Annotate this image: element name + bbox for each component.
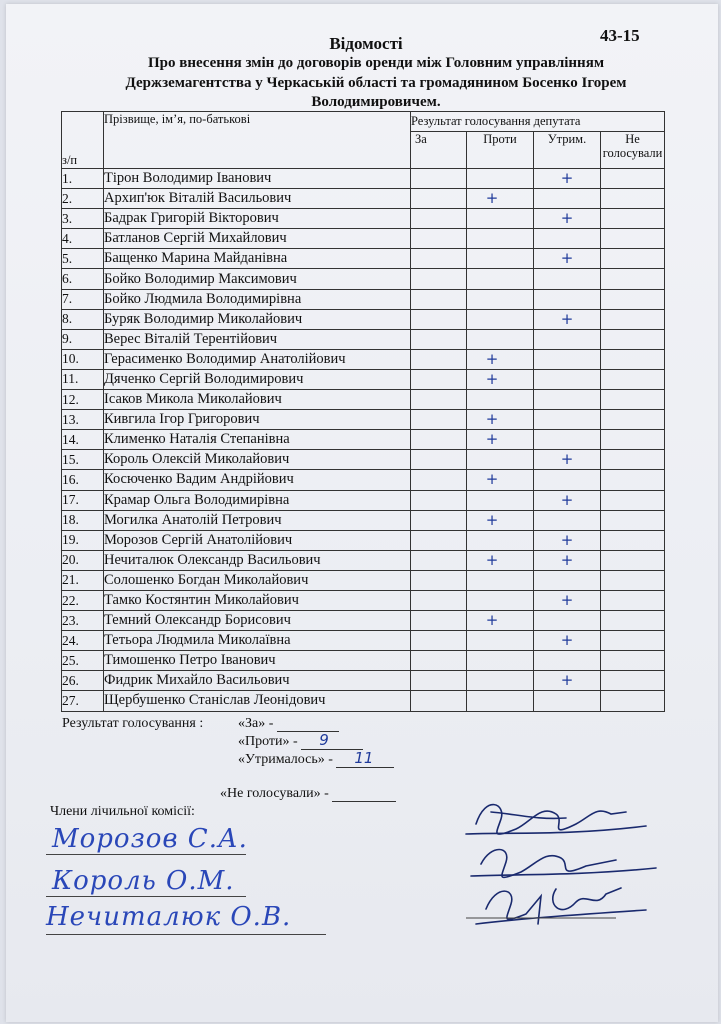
row-name: Король Олексій Миколайович (104, 450, 411, 470)
row-name: Фидрик Михайло Васильович (104, 671, 411, 691)
commission-member: Король О.М. (52, 866, 235, 896)
vote-ne (601, 289, 665, 309)
vote-ne (601, 369, 665, 389)
table-row (62, 209, 665, 229)
row-number: 10. (62, 349, 104, 369)
header-utrym: Утрим. (534, 132, 601, 169)
vote-ne (601, 229, 665, 249)
vote-ne (601, 309, 665, 329)
vote-proty: + (459, 410, 526, 430)
vote-utrym (534, 349, 601, 369)
row-name: Герасименко Володимир Анатолійович (104, 349, 411, 369)
vote-utrym (534, 570, 601, 590)
signature-line (46, 854, 246, 855)
vote-ne (601, 390, 665, 410)
table-row (62, 590, 665, 610)
vote-proty: + (459, 430, 526, 450)
document-page (6, 4, 718, 1022)
row-number: 6. (62, 269, 104, 289)
row-name: Клименко Наталія Степанівна (104, 430, 411, 450)
table-row (62, 470, 665, 490)
table-row (62, 349, 665, 369)
vote-ne (601, 249, 665, 269)
row-number: 14. (62, 430, 104, 450)
vote-proty (459, 229, 526, 249)
row-number: 26. (62, 671, 104, 691)
vote-utrym: + (534, 209, 601, 229)
vote-proty: + (459, 189, 526, 209)
summary-ne-label: «Не голосували» - (220, 786, 329, 801)
vote-proty (459, 450, 526, 470)
commission-member: Нечиталюк О.В. (46, 902, 292, 932)
table-row (62, 611, 665, 631)
row-number: 13. (62, 410, 104, 430)
vote-utrym (534, 229, 601, 249)
summary-label: Результат голосування : (62, 716, 204, 731)
summary-utrym-label: «Утрималось» - (238, 752, 333, 767)
vote-utrym: + (534, 450, 601, 470)
vote-proty (459, 169, 526, 189)
signature-line (46, 934, 326, 935)
summary-proty-blank (301, 731, 363, 750)
row-number: 20. (62, 550, 104, 570)
table-row (62, 631, 665, 651)
table-row (62, 430, 665, 450)
vote-utrym (534, 691, 601, 711)
vote-utrym: + (534, 671, 601, 691)
vote-ne (601, 430, 665, 450)
row-name: Темний Олександр Борисович (104, 611, 411, 631)
vote-utrym: + (534, 309, 601, 329)
vote-ne (601, 189, 665, 209)
vote-utrym (534, 289, 601, 309)
summary-ne (220, 786, 396, 802)
table-row (62, 691, 665, 711)
handwritten-signatures (446, 784, 676, 944)
row-name: Ісаков Микола Миколайович (104, 390, 411, 410)
vote-ne (601, 169, 665, 189)
vote-ne (601, 209, 665, 229)
vote-proty (459, 329, 526, 349)
table-row (62, 189, 665, 209)
row-number: 15. (62, 450, 104, 470)
vote-utrym (534, 430, 601, 450)
summary-proty (238, 731, 363, 750)
row-number: 8. (62, 309, 104, 329)
document-subtitle (76, 54, 676, 113)
row-number: 9. (62, 329, 104, 349)
vote-utrym: + (534, 490, 601, 510)
row-number: 17. (62, 490, 104, 510)
vote-proty: + (459, 611, 526, 631)
subtitle-line: Про внесення змін до договорів оренди між Головним управлінням (147, 55, 605, 71)
vote-utrym (534, 369, 601, 389)
row-name: Тірон Володимир Іванович (104, 169, 411, 189)
subtitle-line: Володимировичем. (311, 94, 441, 110)
vote-utrym (534, 410, 601, 430)
vote-proty (459, 671, 526, 691)
header-proty: Проти (467, 132, 534, 169)
table-row (62, 671, 665, 691)
row-number: 4. (62, 229, 104, 249)
table-row (62, 651, 665, 671)
row-name: Бойко Людмила Володимирівна (104, 289, 411, 309)
row-name: Тимошенко Петро Іванович (104, 651, 411, 671)
row-number: 12. (62, 390, 104, 410)
vote-proty: + (459, 349, 526, 369)
row-number: 1. (62, 169, 104, 189)
table-row (62, 329, 665, 349)
vote-utrym (534, 611, 601, 631)
row-name: Дяченко Сергій Володимирович (104, 369, 411, 389)
commission-member: Морозов С.А. (52, 824, 248, 854)
vote-utrym: + (534, 530, 601, 550)
row-name: Кивгила Ігор Григорович (104, 410, 411, 430)
row-name: Батланов Сергій Михайлович (104, 229, 411, 249)
row-name: Косюченко Вадим Андрійович (104, 470, 411, 490)
vote-ne (601, 651, 665, 671)
vote-ne (601, 550, 665, 570)
vote-utrym (534, 470, 601, 490)
vote-ne (601, 530, 665, 550)
table-row (62, 249, 665, 269)
row-name: Солошенко Богдан Миколайович (104, 570, 411, 590)
row-number: 18. (62, 510, 104, 530)
vote-utrym: + (534, 550, 601, 570)
row-number: 27. (62, 691, 104, 711)
vote-ne (601, 590, 665, 610)
vote-ne (601, 269, 665, 289)
table-row (62, 510, 665, 530)
vote-ne (601, 671, 665, 691)
header-ne-golosuvaly: Не голосували (601, 132, 665, 169)
summary-ne-blank (332, 787, 396, 802)
vote-proty (459, 590, 526, 610)
vote-proty (459, 390, 526, 410)
vote-ne (601, 691, 665, 711)
table-row (62, 229, 665, 249)
row-number: 2. (62, 189, 104, 209)
vote-utrym (534, 189, 601, 209)
document-title: Відомості (329, 34, 403, 53)
vote-proty (459, 570, 526, 590)
vote-ne (601, 631, 665, 651)
voting-table (61, 111, 665, 712)
row-number: 21. (62, 570, 104, 590)
header-za: За (411, 132, 467, 169)
table-row (62, 390, 665, 410)
vote-proty (459, 309, 526, 329)
vote-ne (601, 349, 665, 369)
vote-proty (459, 269, 526, 289)
table-row (62, 550, 665, 570)
vote-proty (459, 530, 526, 550)
table-row (62, 169, 665, 189)
vote-proty (459, 289, 526, 309)
vote-proty (459, 209, 526, 229)
summary-proty-label: «Проти» - (238, 734, 298, 749)
row-name: Верес Віталій Терентійович (104, 329, 411, 349)
vote-utrym (534, 510, 601, 530)
header-number: з/п (62, 112, 104, 169)
vote-proty: + (459, 550, 526, 570)
vote-utrym: + (534, 169, 601, 189)
row-name: Нечиталюк Олександр Васильович (104, 550, 411, 570)
vote-utrym: + (534, 631, 601, 651)
vote-proty (459, 249, 526, 269)
vote-utrym (534, 269, 601, 289)
summary-utrym-value: 11 (354, 749, 374, 767)
signature-line (46, 896, 246, 897)
row-number: 23. (62, 611, 104, 631)
summary-utrym-blank (336, 749, 394, 768)
summary-proty-value: 9 (319, 731, 329, 749)
row-number: 5. (62, 249, 104, 269)
row-name: Бойко Володимир Максимович (104, 269, 411, 289)
table-row (62, 490, 665, 510)
vote-utrym: + (534, 590, 601, 610)
document-number: 43-15 (600, 26, 640, 45)
table-row (62, 269, 665, 289)
row-number: 11. (62, 369, 104, 389)
vote-utrym (534, 329, 601, 349)
vote-utrym (534, 390, 601, 410)
vote-ne (601, 450, 665, 470)
table-row (62, 570, 665, 590)
row-name: Буряк Володимир Миколайович (104, 309, 411, 329)
vote-proty (459, 490, 526, 510)
vote-ne (601, 510, 665, 530)
vote-utrym: + (534, 249, 601, 269)
row-name: Морозов Сергій Анатолійович (104, 530, 411, 550)
vote-ne (601, 329, 665, 349)
row-number: 24. (62, 631, 104, 651)
row-number: 16. (62, 470, 104, 490)
table-row (62, 410, 665, 430)
summary-utrym (238, 749, 394, 768)
vote-proty (459, 691, 526, 711)
row-number: 19. (62, 530, 104, 550)
row-name: Могилка Анатолій Петрович (104, 510, 411, 530)
row-name: Архип'юк Віталій Васильович (104, 189, 411, 209)
table-row (62, 309, 665, 329)
row-name: Крамар Ольга Володимирівна (104, 490, 411, 510)
table-row (62, 450, 665, 470)
vote-ne (601, 410, 665, 430)
vote-ne (601, 570, 665, 590)
vote-proty: + (459, 510, 526, 530)
header-name: Прізвище, ім’я, по-батькові (104, 112, 411, 169)
row-name: Щербушенко Станіслав Леонідович (104, 691, 411, 711)
row-number: 7. (62, 289, 104, 309)
vote-ne (601, 470, 665, 490)
vote-proty: + (459, 369, 526, 389)
vote-ne (601, 490, 665, 510)
row-name: Бащенко Марина Майданівна (104, 249, 411, 269)
table-row (62, 369, 665, 389)
row-name: Тамко Костянтин Миколайович (104, 590, 411, 610)
vote-proty: + (459, 470, 526, 490)
summary-za-blank (277, 717, 339, 732)
vote-utrym (534, 651, 601, 671)
vote-proty (459, 651, 526, 671)
header-result: Результат голосування депутата (411, 112, 665, 132)
subtitle-line: Держземагентства у Черкаській області та громадянином Босенко Ігорем (125, 74, 627, 91)
summary-za (238, 716, 339, 732)
vote-proty (459, 631, 526, 651)
commission-label: Члени лічильної комісії: (50, 804, 195, 819)
table-row (62, 530, 665, 550)
row-number: 3. (62, 209, 104, 229)
row-name: Тетьора Людмила Миколаївна (104, 631, 411, 651)
summary-za-label: «За» - (238, 716, 274, 731)
row-number: 22. (62, 590, 104, 610)
row-name: Бадрак Григорій Вікторович (104, 209, 411, 229)
vote-ne (601, 611, 665, 631)
voting-rows (62, 169, 665, 712)
table-row (62, 289, 665, 309)
row-number: 25. (62, 651, 104, 671)
